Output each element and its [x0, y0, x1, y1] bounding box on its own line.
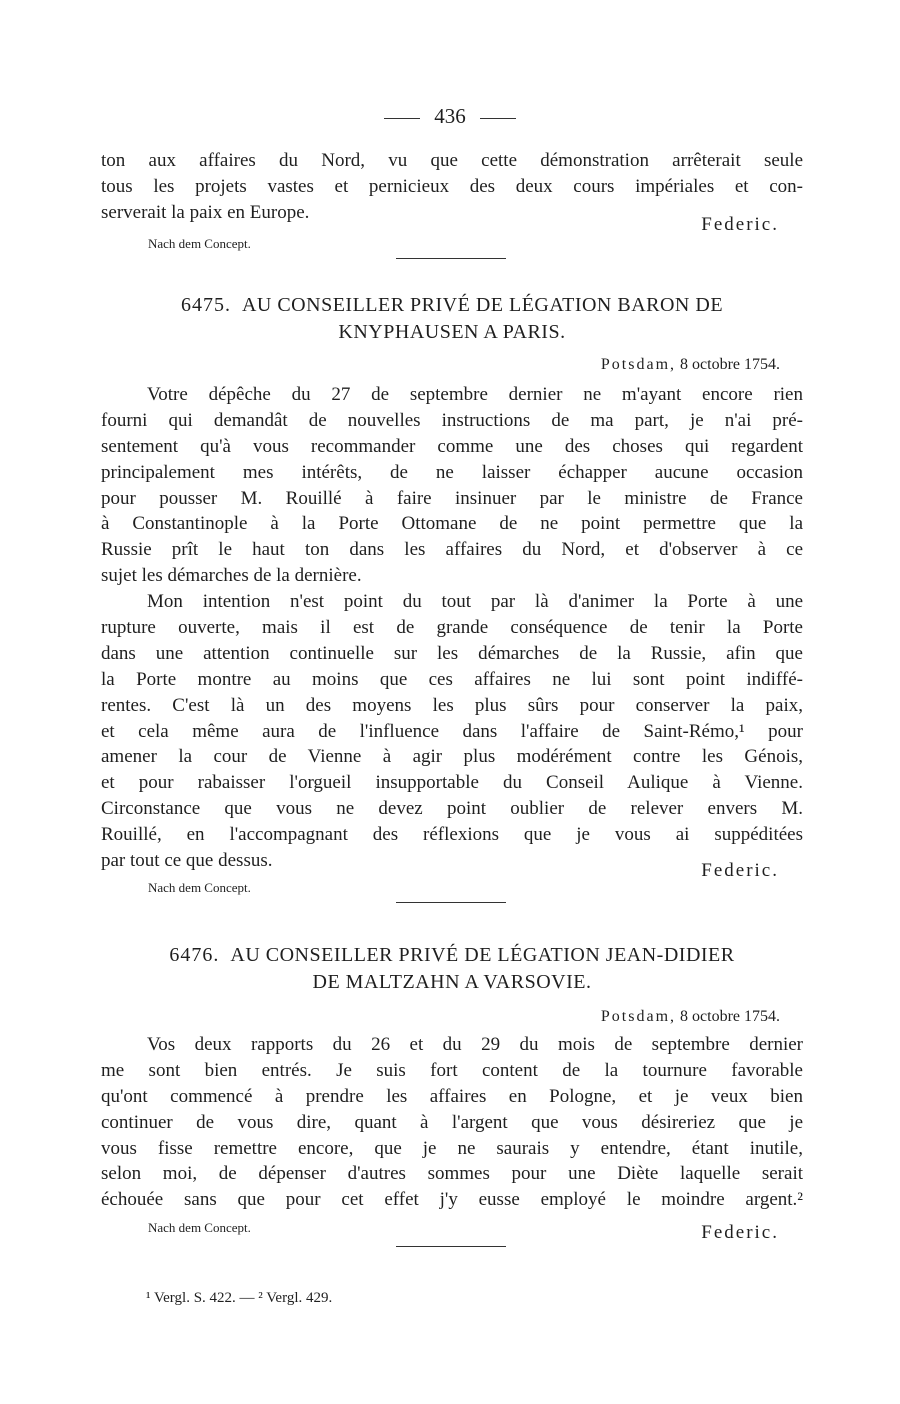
signature: Federic.	[701, 1222, 779, 1243]
source-note: Nach dem Concept.	[148, 236, 251, 251]
text-line: échouée sans que pour cet effet j'y eusse employé le moindre argent.²	[101, 1189, 803, 1211]
separator-rule	[396, 258, 506, 259]
text-line: serverait la paix en Europe.	[101, 201, 310, 223]
signature: Federic.	[701, 214, 779, 235]
footnotes: ¹ Vergl. S. 422. — ² Vergl. 429.	[146, 1290, 333, 1306]
text-line: sujet les démarches de la dernière.	[101, 565, 362, 587]
text-line: Circonstance que vous ne devez point oublier de relever envers M.	[101, 798, 803, 820]
signature: Federic.	[701, 860, 779, 881]
text-line: rentes. C'est là un des moyens les plus sûrs pour conserver la paix,	[101, 694, 803, 716]
left-dash	[384, 118, 420, 119]
letter-heading-6476	[101, 942, 803, 996]
text-line: sentement qu'à vous recommander comme une des choses qui regardent	[101, 435, 803, 457]
text-line: pour pousser M. Rouillé à faire insinuer par le ministre de France	[101, 487, 803, 509]
source-note: Nach dem Concept.	[148, 880, 251, 895]
text-line: continuer de vous dire, quant à l'argent que vous désireriez que je	[101, 1111, 803, 1133]
text-line: fourni qui demandât de nouvelles instructions de ma part, je n'ai pré-	[101, 409, 803, 431]
letter-number: 6475.	[180, 294, 231, 316]
text-line: la Porte montre au moins que ces affaires ne lui sont point indiffé-	[101, 668, 803, 690]
text-line: à Constantinople à la Porte Ottomane de ne point permettre que la	[101, 513, 803, 535]
dateline	[601, 1008, 780, 1026]
right-dash	[480, 118, 516, 119]
letter-body-6475	[101, 382, 803, 874]
place: Potsdam,	[600, 1008, 677, 1025]
separator-rule	[396, 1246, 506, 1247]
source-note: Nach dem Concept.	[148, 1220, 251, 1235]
place: Potsdam,	[600, 356, 677, 373]
text-line: vous fisse remettre encore, que je ne saurais y entendre, étant inutile,	[101, 1137, 803, 1159]
heading-line: AU CONSEILLER PRIVÉ DE LÉGATION JEAN-DIDIER	[230, 944, 735, 966]
date: 8 octobre 1754.	[680, 1008, 780, 1025]
letter-heading-6475	[101, 292, 803, 346]
letter-body-6476	[101, 1032, 803, 1213]
text-line: amener la cour de Vienne à agir plus modérément contre les Génois,	[101, 746, 803, 768]
text-line: et cela même aura de l'influence dans l'affaire de Saint-Rémo,¹ pour	[101, 720, 803, 742]
date: 8 octobre 1754.	[680, 356, 780, 373]
dateline	[601, 356, 780, 374]
continuation-text	[101, 148, 803, 226]
text-line: selon moi, de dépenser d'autres sommes pour une Diète laquelle serait	[101, 1163, 803, 1185]
text-line: rupture ouverte, mais il est de grande conséquence de tenir la Porte	[101, 617, 803, 639]
text-line: par tout ce que dessus.	[101, 850, 273, 872]
heading-line: AU CONSEILLER PRIVÉ DE LÉGATION BARON DE	[241, 294, 724, 316]
page-number: 436	[434, 104, 466, 128]
separator-rule	[396, 902, 506, 903]
text-line: Vos deux rapports du 26 et du 29 du mois de septembre dernier	[147, 1034, 803, 1055]
text-line: Votre dépêche du 27 de septembre dernier ne m'ayant encore rien	[147, 384, 803, 405]
heading-line: DE MALTZAHN A VARSOVIE.	[312, 971, 592, 993]
letter-number: 6476.	[169, 944, 220, 966]
text-line: principalement mes intérêts, de ne laisser échapper aucune occasion	[101, 461, 803, 483]
heading-line: KNYPHAUSEN A PARIS.	[338, 321, 566, 343]
text-line: Mon intention n'est point du tout par là d'animer la Porte à une	[147, 591, 803, 613]
text-line: tous les projets vastes et pernicieux des deux cours impériales et con-	[101, 175, 803, 197]
text-line: Rouillé, en l'accompagnant des réflexions que je vous ai suppéditées	[101, 824, 803, 846]
text-line: et pour rabaisser l'orgueil insupportable du Conseil Aulique à Vienne.	[101, 772, 803, 794]
text-line: me sont bien entrés. Je suis fort content de la tournure favorable	[101, 1059, 803, 1081]
text-line: dans une attention continuelle sur les démarches de la Russie, afin que	[101, 642, 803, 664]
text-line: qu'ont commencé à prendre les affaires en Pologne, et je veux bien	[101, 1085, 803, 1107]
text-line: ton aux affaires du Nord, vu que cette démonstration arrêterait seule	[101, 150, 803, 171]
page-number-line	[0, 104, 900, 129]
text-line: Russie prît le haut ton dans les affaires du Nord, et d'observer à ce	[101, 539, 803, 561]
